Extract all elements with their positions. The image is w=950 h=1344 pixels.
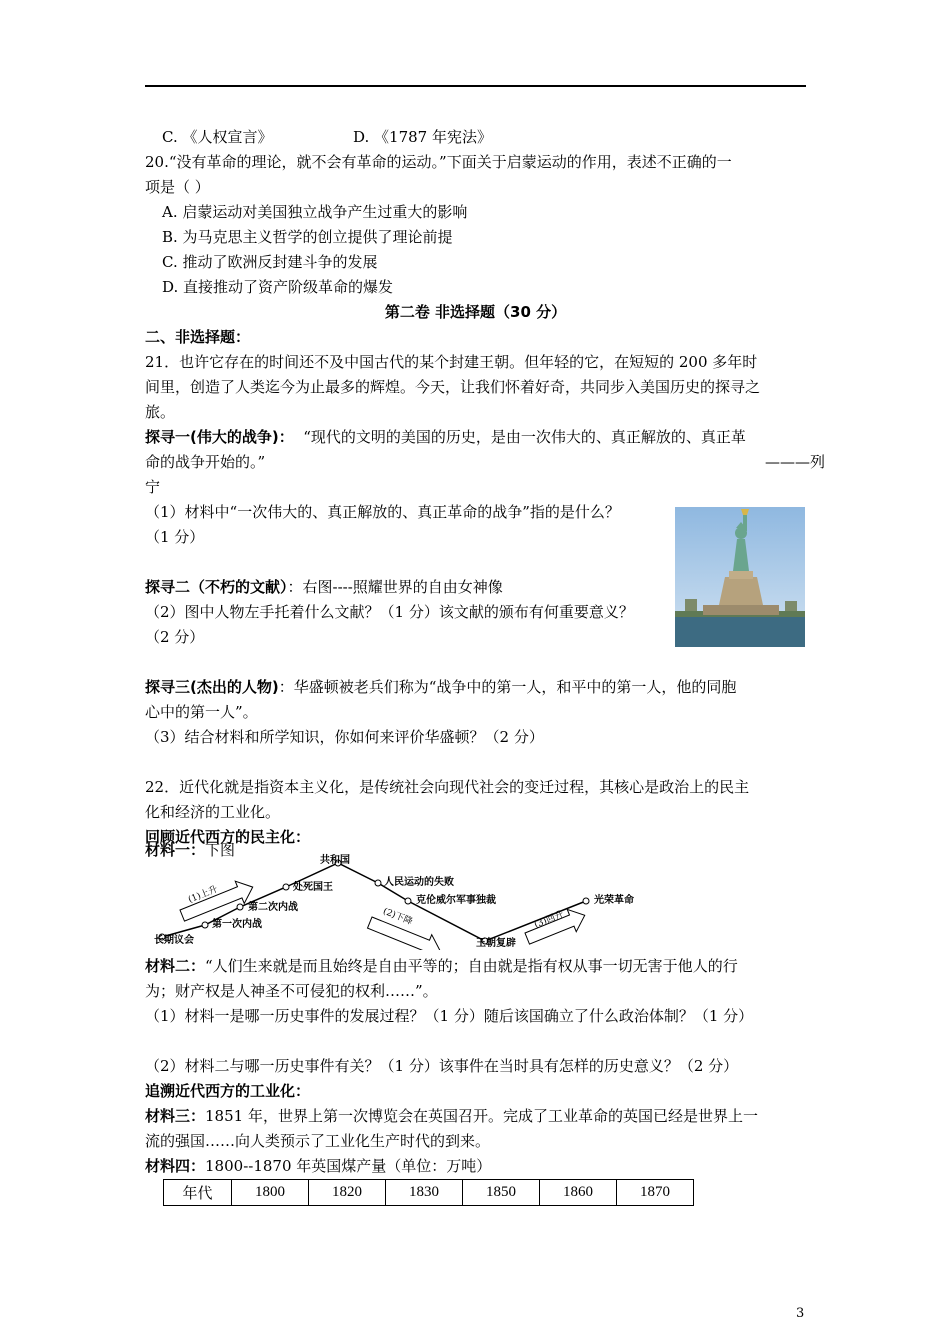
diagram-arrow-label: (1)上升 <box>187 884 220 906</box>
material1-text: 下图 <box>205 841 236 859</box>
table-row <box>164 1180 694 1206</box>
material1-label: 材料一： <box>145 841 206 859</box>
table-cell: 1860 <box>540 1180 617 1206</box>
material3-label: 材料三： <box>145 1107 206 1125</box>
q21-question-2-score: （2 分） <box>145 628 205 646</box>
table-cell: 1830 <box>386 1180 463 1206</box>
part2-title: 第二卷 非选择题（30 分） <box>384 303 567 321</box>
diagram-point-label: 王朝复辟 <box>476 938 516 949</box>
option-c: C. 《人权宣言》 <box>162 128 273 146</box>
material2-line <box>145 956 738 976</box>
explore3-text: ：华盛顿被老兵们称为“战争中的第一人，和平中的第一人，他的同胞 <box>278 678 737 696</box>
english-revolution-diagram <box>150 855 690 950</box>
table-cell: 1820 <box>309 1180 386 1206</box>
material4-text: 1800--1870 年英国煤产量（单位：万吨） <box>205 1157 492 1175</box>
explore1-attribution: ———列 <box>765 453 826 471</box>
table-cell: 1850 <box>463 1180 540 1206</box>
q20-option-c: C. 推动了欧洲反封建斗争的发展 <box>162 253 378 271</box>
q21-question-2: （2）图中人物左手托着什么文献？（1 分）该文献的颁布有何重要意义？ <box>145 603 634 621</box>
material4-label: 材料四： <box>145 1157 206 1175</box>
table-cell: 年代 <box>164 1180 232 1206</box>
q22-question-1: （1）材料一是哪一历史事件的发展过程？（1 分）随后该国确立了什么政治体制？（1 分） <box>145 1007 754 1025</box>
q22-intro: 22．近代化就是指资本主义化，是传统社会向现代社会的变迁过程，其核心是政治上的民主 <box>145 778 750 796</box>
header-rule <box>145 85 806 87</box>
q20-option-d: D. 直接推动了资产阶级革命的爆发 <box>162 278 394 296</box>
diagram-point-label: 第二次内战 <box>248 902 298 913</box>
explore1-attribution: 宁 <box>145 478 161 496</box>
material3-text: 1851 年，世界上第一次博览会在英国召开。完成了工业革命的英国已经是世界上一 <box>205 1107 758 1125</box>
material2-text: 为；财产权是人神圣不可侵犯的权利……”。 <box>145 982 438 1000</box>
explore2-label: 探寻二（不朽的文献） <box>145 578 288 596</box>
q22-intro: 化和经济的工业化。 <box>145 803 281 821</box>
q20-stem: 20.“没有革命的理论，就不会有革命的运动。”下面关于启蒙运动的作用，表述不正确的一 <box>145 153 732 171</box>
explore1-quote: 命的战争开始的。” <box>145 453 266 471</box>
material3-line <box>145 1106 758 1126</box>
q22-question-2: （2）材料二与哪一历史事件有关？（1 分）该事件在当时具有怎样的历史意义？（2 分） <box>145 1057 739 1075</box>
q21-intro: 间里，创造了人类迄今为止最多的辉煌。今天，让我们怀着好奇，共同步入美国历史的探寻之 <box>145 378 761 396</box>
q21-question-1-score: （1 分） <box>145 528 205 546</box>
material2-text: “人们生来就是而且始终是自由平等的；自由就是指有权从事一切无害于他人的行 <box>205 957 738 975</box>
q20-stem: 项是（ ） <box>145 178 210 196</box>
diagram-arrow-label: (3)回升 <box>533 909 566 931</box>
option-d: D. 《1787 年宪法》 <box>353 128 492 146</box>
diagram-point-label: 光荣革命 <box>594 895 634 906</box>
q21-question-1: （1）材料中“一次伟大的、真正解放的、真正革命的战争”指的是什么？ <box>145 503 620 521</box>
diagram-point-label: 克伦威尔军事独裁 <box>416 895 496 906</box>
explore3-line <box>145 677 736 697</box>
table-cell: 1870 <box>617 1180 694 1206</box>
diagram-point-label: 人民运动的失败 <box>384 877 454 888</box>
q22-heading-democracy: 回顾近代西方的民主化： <box>145 828 311 846</box>
q20-option-b: B. 为马克思主义哲学的创立提供了理论前提 <box>162 228 453 246</box>
diagram-point-label: 共和国 <box>320 855 350 866</box>
q21-question-3: （3）结合材料和所学知识，你如何来评价华盛顿？（2 分） <box>145 728 544 746</box>
diagram-point-label: 处死国王 <box>293 882 333 893</box>
page-number: 3 <box>796 1306 805 1321</box>
diagram-point-label: 第一次内战 <box>212 919 262 930</box>
q21-intro: 旅。 <box>145 403 176 421</box>
explore3-text: 心中的第一人”。 <box>145 703 258 721</box>
q21-intro: 21．也许它存在的时间还不及中国古代的某个封建王朝。但年轻的它，在短短的 200 多年时 <box>145 353 758 371</box>
explore1-quote: “现代的文明的美国的历史，是由一次伟大的、真正解放的、真正革 <box>303 428 746 446</box>
q20-option-a: A. 启蒙运动对美国独立战争产生过重大的影响 <box>162 203 468 221</box>
explore3-label: 探寻三(杰出的人物) <box>145 678 279 696</box>
q22-heading-industrialization: 追溯近代西方的工业化： <box>145 1082 311 1100</box>
explore2-line <box>145 577 503 597</box>
diagram-arrow-label: (2)下降 <box>381 906 414 928</box>
diagram-point-label: 长期议会 <box>154 935 194 946</box>
material2-label: 材料二： <box>145 957 206 975</box>
section-heading: 二、非选择题： <box>145 328 251 346</box>
explore1-line <box>145 427 746 447</box>
coal-production-table <box>163 1179 694 1206</box>
material4-line <box>145 1156 491 1176</box>
material3-text: 流的强国……向人类预示了工业化生产时代的到来。 <box>145 1132 491 1150</box>
explore2-text: ：右图----照耀世界的自由女神像 <box>287 578 503 596</box>
table-cell: 1800 <box>232 1180 309 1206</box>
explore1-label: 探寻一(伟大的战争)： <box>145 428 294 446</box>
statue-of-liberty-image <box>675 507 805 647</box>
